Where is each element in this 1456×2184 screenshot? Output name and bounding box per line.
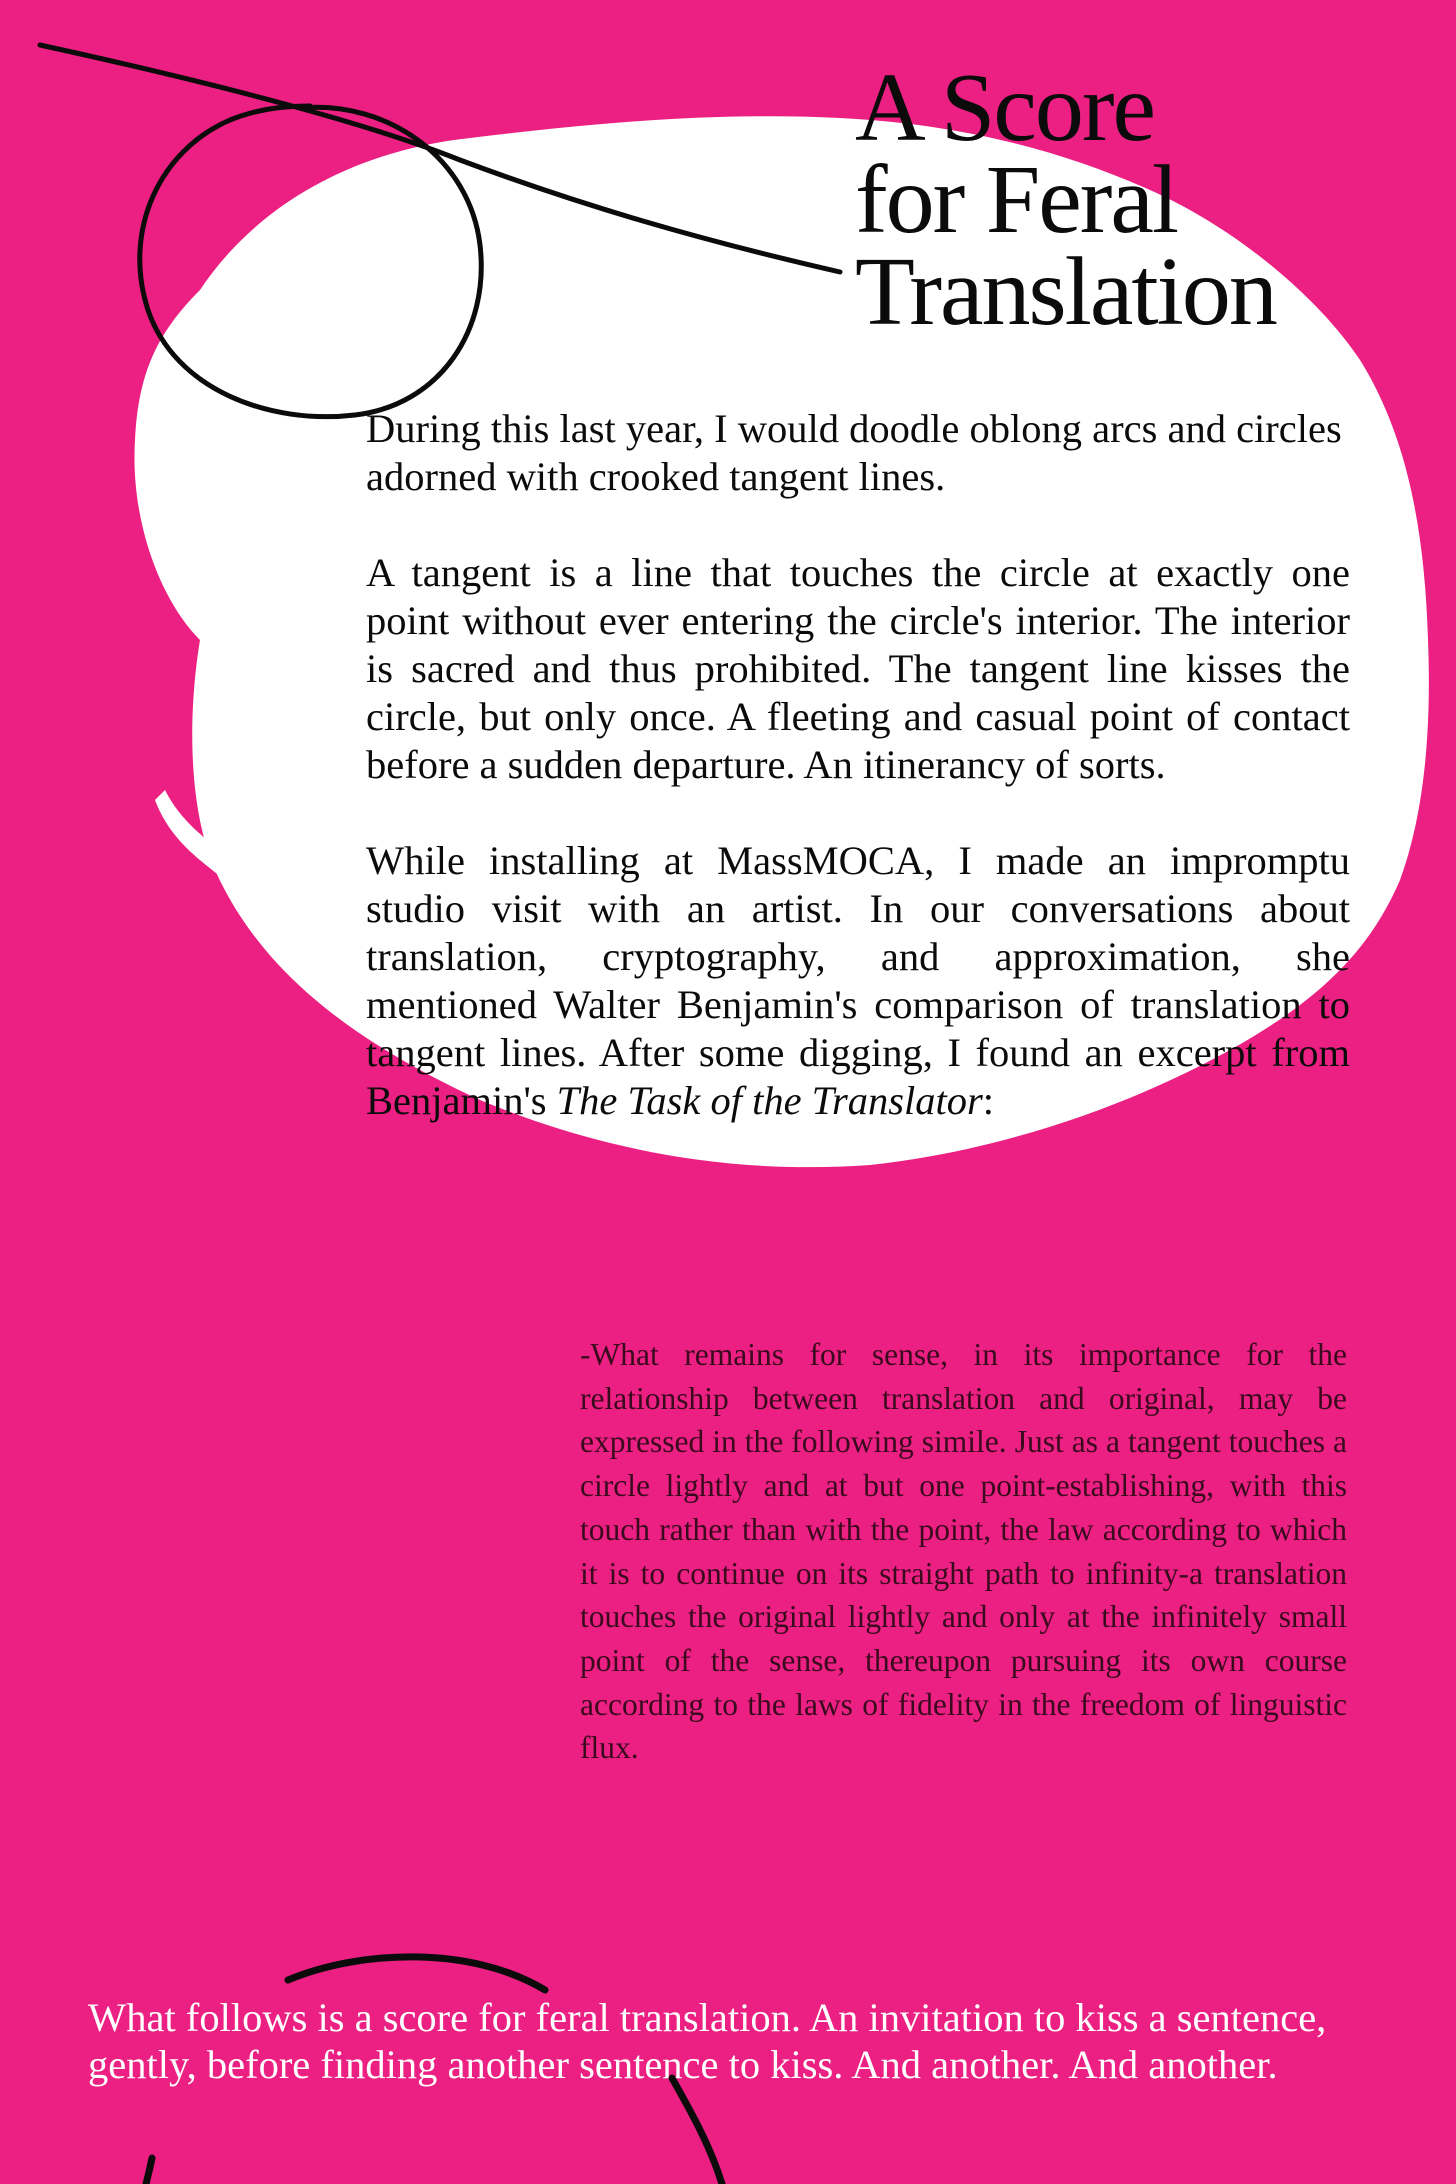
title-line-3: Translation <box>855 238 1276 346</box>
title-line-2: for Feral <box>855 146 1178 254</box>
title-line-1: A Score <box>855 54 1154 162</box>
paragraph-doodles: During this last year, I would doodle oblong arcs and circles adorned with crooked tangent lines. <box>366 406 1342 499</box>
paragraph-tangent: A tangent is a line that touches the circle at exactly one point without ever entering the circle's interior. The interior is sacred and thus prohibited. The tangent line kisses the circle, but only once. A fleeting and casual point of contact before a sudden departure. An itinerancy of sorts. <box>366 550 1350 787</box>
benjamin-quote: -What remains for sense, in its importance for the relationship between translation and original, may be expressed in the following simile. Just as a tangent touches a circle lightly and at but one point-establishing, with this touch rather than with the point, the law according to which it is to continue on its straight path to infinity-a translation touches the original lightly and only at the infinitely small point of the sense, thereupon pursuing its own course according to the laws of fidelity in the freedom of linguistic flux. <box>580 1337 1347 1766</box>
paragraph-massmoca-text: While installing at MassMOCA, I made an impromptu studio visit with an artist. In our conversations about translation, cryptography, and approximation, she mentioned Walter Benjamin's comparison of translation to tangent lines. After some digging, I found an excerpt from Benjamin's <box>366 838 1350 1123</box>
page-title <box>855 54 1415 346</box>
paragraph-massmoca <box>366 837 1350 1125</box>
closing-statement: What follows is a score for feral translation. An invitation to kiss a sentence, gently, before finding another sentence to kiss. And another. And another. <box>88 1995 1327 2087</box>
paragraph-massmoca-colon: : <box>982 1078 995 1123</box>
book-title: The Task of the Translator <box>556 1078 983 1123</box>
body-text <box>366 405 1350 1125</box>
